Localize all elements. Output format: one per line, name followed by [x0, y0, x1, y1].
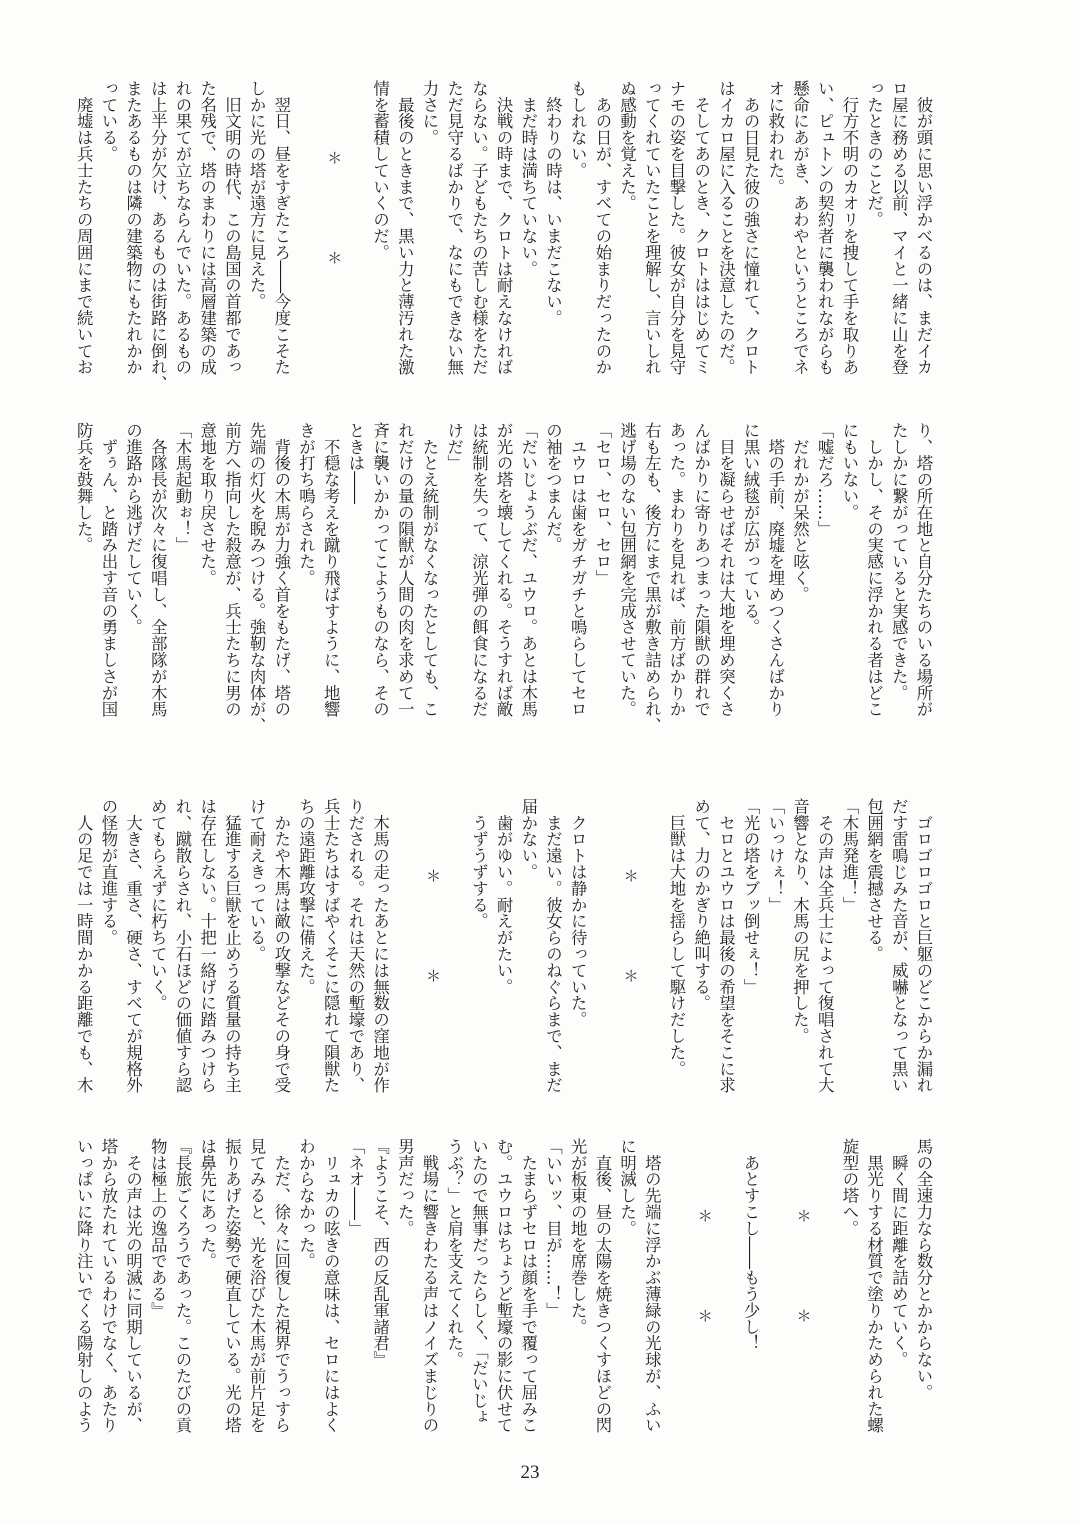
text-column: ロ屋に務める以前、マイと一緒に山を登 — [889, 80, 909, 376]
text-column: の進路から逃げだしていく。 — [123, 422, 143, 636]
text-column: 巨獣は大地を揺らして駆けだした。 — [667, 798, 686, 1077]
text-column: わからなかった。 — [296, 1138, 316, 1270]
text-column: 塔から放たれているわけでなく、あたり — [98, 1138, 118, 1434]
text-column: 『長旅ごくろうであった。このたびの貢 — [173, 1138, 192, 1434]
blank-column — [812, 1138, 837, 1438]
text-column: 彼が頭に思い浮かべるのは、まだイカ — [914, 80, 933, 376]
text-column: しかし、その実感に浮かれる者はどこ — [864, 422, 884, 718]
text-column: 物は極上の逸品である』 — [148, 1138, 168, 1319]
text-column: ぬ感動を覚えた。 — [617, 80, 637, 212]
text-column: ちの遠距離攻撃に備えた。 — [296, 798, 316, 995]
asterisk-mark: ＊ — [794, 1208, 813, 1223]
text-column: 目を凝らせばそれは大地を埋め突くさ — [716, 422, 736, 718]
text-column: 見てみると、光を浴びた木馬が前片足を — [247, 1138, 267, 1434]
text-column: の怪物が直進する。 — [98, 798, 118, 946]
text-column: 兵士たちはすばやくそこに隠れて隕獣た — [321, 798, 341, 1094]
text-column: 「いっけぇ！」 — [765, 798, 785, 913]
text-column: 先端の灯火を睨みつける。強靭な肉体が、 — [247, 422, 267, 734]
text-column: れ、蹴散らされ、小石ほどの価値すら認 — [173, 798, 192, 1094]
text-column: い、ピュトンの契約者に襲われながらも — [815, 80, 835, 376]
text-column: たしかに繋がっていると実感できた。 — [889, 422, 909, 701]
text-column: その声は全兵士によって復唱されて大 — [815, 798, 835, 1094]
text-column: む。ユウロはちょうど塹壕の影に伏せて — [494, 1138, 514, 1434]
text-column: にもいない。 — [839, 422, 859, 521]
text-column: た名残で、塔のまわりには高層建築の成 — [197, 80, 217, 376]
text-column: 戦場に響きわたる声はノイズまじりの — [420, 1138, 439, 1434]
blank-column — [762, 1138, 787, 1438]
text-column: 終わりの時は、いまだこない。 — [543, 80, 563, 326]
text-column: ナモの姿を目撃した。彼女が自分を見守 — [667, 80, 686, 376]
text-column: 逃げ場のない包囲網を完成させていた。 — [617, 422, 637, 718]
text-column: クロトは静かに待っていた。 — [568, 798, 588, 1028]
text-column: は統制を失って、涼光弾の餌食になるだ — [469, 422, 489, 718]
text-column: 旋型の塔へ。 — [839, 1138, 859, 1237]
text-column: めてもらえずに朽ちていく。 — [148, 798, 168, 1012]
text-column: 懸命にあがき、あわやというところでネ — [790, 80, 810, 376]
text-column: 直後、昼の太陽を焼きつくすほどの閃 — [592, 1138, 612, 1434]
text-column: だす雷鳴じみた音が、威嚇となって黒い — [889, 798, 909, 1094]
text-column: 大きさ、重さ、硬さ、すべてが規格外 — [123, 798, 143, 1094]
text-column: 「嘘だろ……」 — [815, 422, 835, 537]
text-column: 各隊長が次々に復唱し、全部隊が木馬 — [148, 422, 168, 718]
section-break — [787, 1138, 812, 1438]
text-column: 力さに。 — [420, 80, 439, 146]
asterisk-mark: ＊ — [424, 868, 443, 883]
text-column: んばかりに寄りあつまった隕獣の群れで — [691, 422, 711, 718]
text-column: 「セロ、セロ、セロ」 — [592, 422, 612, 586]
text-column: 廃墟は兵士たちの周囲にまで続いてお — [74, 80, 94, 376]
blank-column — [293, 80, 318, 380]
text-column: いたので無事だったらしく、「だいじょ — [469, 1138, 489, 1425]
text-column: 塔の先端に浮かぶ薄緑の光球が、ふい — [642, 1138, 662, 1434]
text-column: かたや木馬は敵の攻撃などその身で受 — [271, 798, 291, 1094]
text-column: 「木馬起動ぉ！」 — [173, 422, 192, 554]
blank-column — [639, 798, 664, 1098]
asterisk-mark: ＊ — [621, 968, 640, 983]
text-column: まだ時は満ちていない。 — [518, 80, 538, 277]
text-column: 「ネオ――」 — [345, 1138, 365, 1237]
text-column: ってくれていたことを理解し、言いしれ — [642, 80, 662, 376]
text-column: が光の塔を壊してくれる。そうすれば敵 — [494, 422, 514, 718]
text-column: 「光の塔をブッ倒せぇ！」 — [741, 798, 761, 995]
text-column: まだ遠い。彼女らのねぐらまで、まだ — [543, 798, 563, 1094]
text-column: ユウロは歯をガチガチと鳴らしてセロ — [568, 422, 588, 718]
text-column: うぶ？」と肩を支えてくれた。 — [444, 1138, 464, 1368]
text-column: けて耐えきっている。 — [247, 798, 267, 962]
text-column: 振りあげた姿勢で硬直している。光の塔 — [222, 1138, 242, 1434]
text-column: うずうずする。 — [469, 798, 489, 930]
blank-column — [441, 798, 466, 1098]
text-column: 人の足では一時間かかる距離でも、木 — [74, 798, 94, 1094]
text-tier-3 — [70, 798, 935, 1098]
text-column: 『ようこそ、西の反乱軍諸君』 — [370, 1138, 390, 1368]
text-column: 前方へ指向した殺意が、兵士たちに男の — [222, 422, 242, 718]
text-column: あの日が、すべての始まりだったのか — [592, 80, 612, 376]
text-column: ったときのことだ。 — [864, 80, 884, 228]
text-column: けだ」 — [444, 422, 464, 472]
text-column: あった。まわりを見れば、前方ばかりか — [667, 422, 686, 718]
text-column: だれかが呆然と呟く。 — [790, 422, 810, 603]
text-column: 包囲網を震撼させる。 — [864, 798, 884, 962]
text-column: 歯がゆい。耐えがたい。 — [494, 798, 514, 995]
text-column: れだけの量の隕獣が人間の肉を求めて一 — [395, 422, 415, 718]
text-column: たまらずセロは顔を手で覆って屈みこ — [518, 1138, 538, 1434]
blank-column — [663, 1138, 688, 1438]
asterisk-mark: ＊ — [325, 150, 344, 165]
text-column: 最後のときまで、黒い力と薄汚れた激 — [395, 80, 415, 376]
text-column: リュカの呟きの意味は、セロにはよく — [321, 1138, 341, 1434]
text-tier-4 — [70, 1138, 935, 1438]
text-column: 塔の手前、廃墟を埋めつくさんばかり — [765, 422, 785, 718]
page-number: 23 — [520, 1462, 540, 1483]
text-column: 猛進する巨獣を止めうる質量の持ち主 — [222, 798, 242, 1094]
section-break — [318, 80, 343, 380]
text-column: たとえ統制がなくなったとしても、こ — [420, 422, 439, 718]
text-column: ならない。子どもたちの苦しむ様をただ — [469, 80, 489, 376]
text-column: 行方不明のカオリを捜して手を取りあ — [839, 80, 859, 376]
text-column: めて、力のかぎり絶叫する。 — [691, 798, 711, 1012]
asterisk-mark: ＊ — [695, 1308, 714, 1323]
text-column: 不穏な考えを蹴り飛ばすように、地響 — [321, 422, 341, 718]
text-column: ただ、徐々に回復した視界でうっすら — [271, 1138, 291, 1434]
asterisk-mark: ＊ — [695, 1208, 714, 1223]
text-column: り、塔の所在地と自分たちのいる場所が — [914, 422, 933, 718]
text-column: 馬の全速力なら数分とかからない。 — [914, 1138, 933, 1401]
text-column: に明滅した。 — [617, 1138, 637, 1237]
text-column: っている。 — [98, 80, 118, 162]
blank-column — [392, 798, 417, 1098]
asterisk-mark: ＊ — [325, 250, 344, 265]
asterisk-mark: ＊ — [424, 968, 443, 983]
text-column: 背後の木馬が力強く首をもたげ、塔の — [271, 422, 291, 718]
text-column: 斉に襲いかかってこようものなら、その — [370, 422, 390, 718]
section-break — [688, 1138, 713, 1438]
text-column: 旧文明の時代、この島国の首都であっ — [222, 80, 242, 376]
text-column: そしてあのとき、クロトははじめてミ — [691, 80, 711, 376]
text-column: ときは―― — [345, 422, 365, 504]
text-column: もしれない。 — [568, 80, 588, 179]
text-column: あの日見た彼の強さに憧れて、クロト — [741, 80, 761, 376]
text-column: 意地を取り戻させた。 — [197, 422, 217, 586]
text-column: 瞬く間に距離を詰めていく。 — [889, 1138, 909, 1368]
text-column: きが打ち鳴らされた。 — [296, 422, 316, 586]
text-column: れの果てが立ちならんでいた。あるもの — [173, 80, 192, 376]
text-column: 情を蓄積していくのだ。 — [370, 80, 390, 261]
text-column: 男声だった。 — [395, 1138, 415, 1237]
text-tier-1 — [70, 80, 935, 392]
text-column: ゴロゴロゴロと巨躯のどこからか漏れ — [914, 798, 933, 1094]
text-column: 届かない。 — [518, 798, 538, 880]
text-column: 防兵を鼓舞した。 — [74, 422, 94, 554]
text-column: あとすこし――もう少し！ — [741, 1138, 761, 1352]
text-column: は鼻先にあった。 — [197, 1138, 217, 1270]
text-tier-2 — [70, 422, 935, 734]
text-column: セロとユウロは最後の希望をそこに求 — [716, 798, 736, 1094]
text-column: 音響となり、木馬の尻を押した。 — [790, 798, 810, 1044]
text-column: 「いいッ、目が……！」 — [543, 1138, 563, 1319]
text-column: に黒い絨毯が広がっている。 — [741, 422, 761, 636]
text-column: 右も左も、後方にまで黒が敷き詰められ、 — [642, 422, 662, 734]
text-column: ただ見守るばかりで、なにもできない無 — [444, 80, 464, 376]
text-column: 決戦の時まで、クロトは耐えなければ — [494, 80, 514, 376]
text-column: いっぱいに降り注いでくる陽射しのよう — [74, 1138, 94, 1434]
text-column: 光が板東の地を席巻した。 — [568, 1138, 588, 1335]
text-column: 黒光りする材質で塗りかためられた螺 — [864, 1138, 884, 1434]
text-column: は存在しない。十把一絡げに踏みつけら — [197, 798, 217, 1094]
blank-column — [589, 798, 614, 1098]
text-column: しかに光の塔が遠方に見えた。 — [247, 80, 267, 310]
blank-column — [713, 1138, 738, 1438]
section-break — [614, 798, 639, 1098]
blank-column — [342, 80, 367, 380]
text-column: またあるものは隣の建築物にもたれかか — [123, 80, 143, 376]
text-column: オに救われた。 — [765, 80, 785, 195]
text-column: は上半分が欠け、あるものは街路に倒れ、 — [148, 80, 168, 392]
text-column: ずぅん、と踏み出す音の勇ましさが国 — [98, 422, 118, 718]
text-column: 「だいじょうぶだ、ユウロ。あとは木馬 — [518, 422, 538, 718]
asterisk-mark: ＊ — [794, 1308, 813, 1323]
asterisk-mark: ＊ — [621, 868, 640, 883]
text-column: の袖をつまんだ。 — [543, 422, 563, 554]
text-column: その声は光の明滅に同期しているが、 — [123, 1138, 143, 1434]
text-column: 木馬の走ったあとには無数の窪地が作 — [370, 798, 390, 1094]
text-column: 「木馬発進！」 — [839, 798, 859, 913]
text-column: 翌日、昼をすぎたころ――今度こそた — [271, 80, 291, 376]
text-column: りだされる。それは天然の塹壕であり、 — [345, 798, 365, 1094]
section-break — [416, 798, 441, 1098]
text-column: はイカロ屋に入ることを決意したのだ。 — [716, 80, 736, 376]
